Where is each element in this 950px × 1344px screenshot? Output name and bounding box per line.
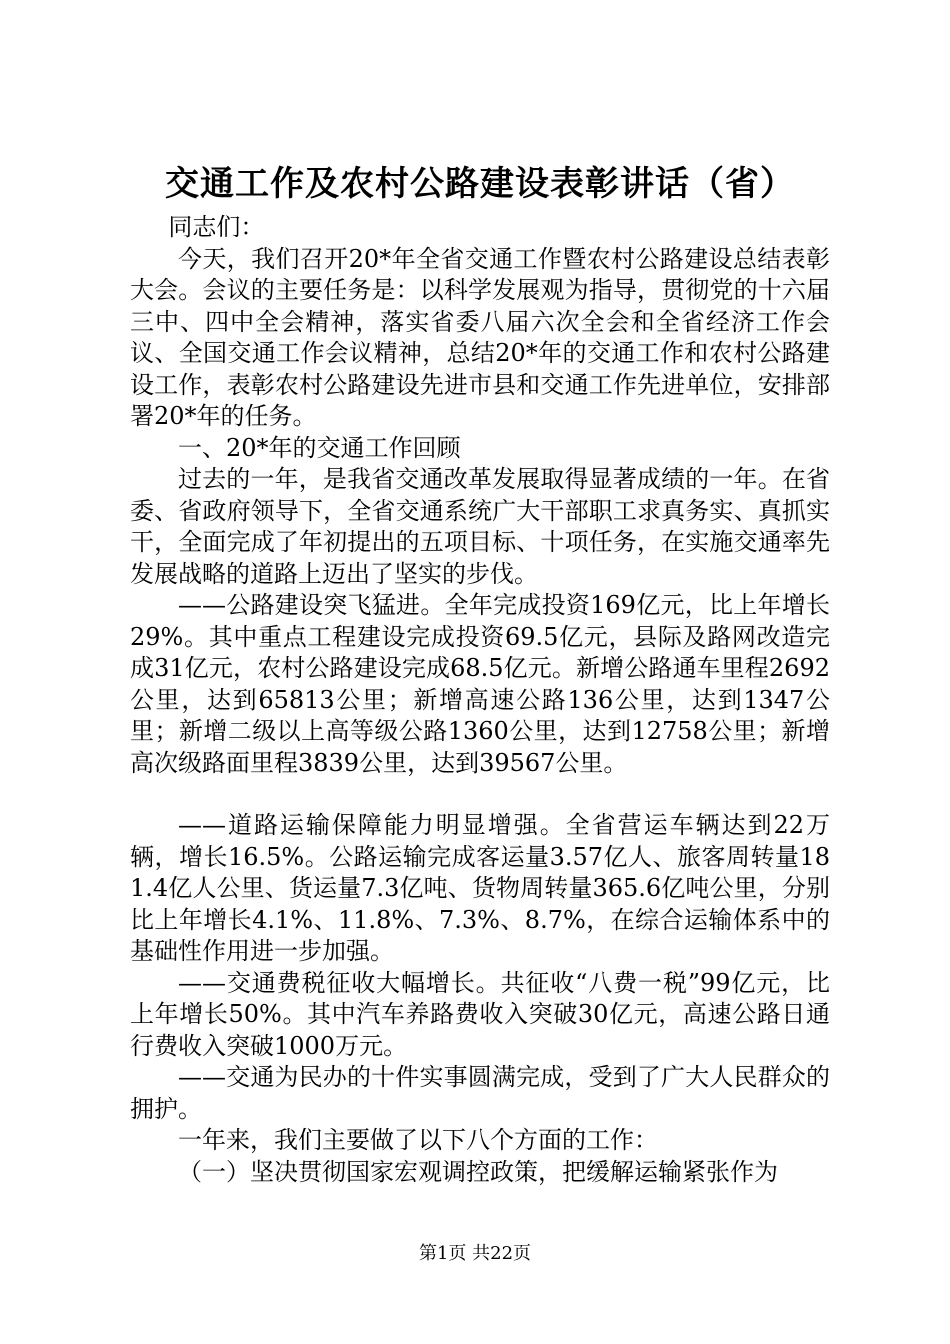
section-heading: 一、20*年的交通工作回顾 [178, 433, 461, 462]
document-page [130, 160, 830, 1188]
page-number-footer: 第1页 共22页 [418, 1243, 532, 1264]
document-title: 交通工作及农村公路建设表彰讲话（省） [165, 164, 795, 204]
paragraph-review: 过去的一年，是我省交通改革发展取得显著成绩的一年。在省委、省政府领导下，全省交通系统广大干部职工求真务实、真抓实干，全面完成了年初提出的五项目标、十项任务，在实施交通率先发展战略的道路上迈出了坚实的步伐。 [130, 465, 830, 588]
paragraph-item-one: （一）坚决贯彻国家宏观调控政策，把缓解运输紧张作为 [178, 1157, 778, 1186]
paragraph-road-construction: ——公路建设突飞猛进。全年完成投资169亿元，比上年增长29%。其中重点工程建设完成投资69.5亿元，县际及路网改造完成31亿元，农村公路建设完成68.5亿元。新增公路通车里程2692公里，达到65813公里；新增高速公路136公里，达到1347公里；新增二级以上高等级公路1360公里，达到12758公里；新增高次级路面里程3839公里，达到39567公里。 [130, 591, 830, 777]
paragraph-ten-projects: ——交通为民办的十件实事圆满完成，受到了广大人民群众的拥护。 [130, 1063, 830, 1123]
salutation: 同志们： [168, 213, 265, 241]
paragraph-intro: 今天，我们召开20*年全省交通工作暨农村公路建设总结表彰大会。会议的主要任务是：以科学发展观为指导，贯彻党的十六届三中、四中全会精神，落实省委八届六次全会和全省经济工作会议、全国交通工作会议精神，总结20*年的交通工作和农村公路建设工作，表彰农村公路建设先进市县和交通工作先进单位，安排部署20*年的任务。 [130, 244, 830, 430]
paragraph-fees-taxes: ——交通费税征收大幅增长。共征收“八费一税”99亿元，比上年增长50%。其中汽车养路费收入突破30亿元，高速公路日通行费收入突破1000万元。 [130, 968, 830, 1060]
paragraph-road-transport: ——道路运输保障能力明显增强。全省营运车辆达到22万辆，增长16.5%。公路运输完成客运量3.57亿人、旅客周转量181.4亿人公里、货运量7.3亿吨、货物周转量365.6亿吨公里，分别比上年增长4.1%、11.8%、7.3%、8.7%，在综合运输体系中的基础性作用进一步加强。 [130, 811, 830, 965]
paragraph-eight-aspects: 一年来，我们主要做了以下八个方面的工作： [178, 1126, 658, 1154]
